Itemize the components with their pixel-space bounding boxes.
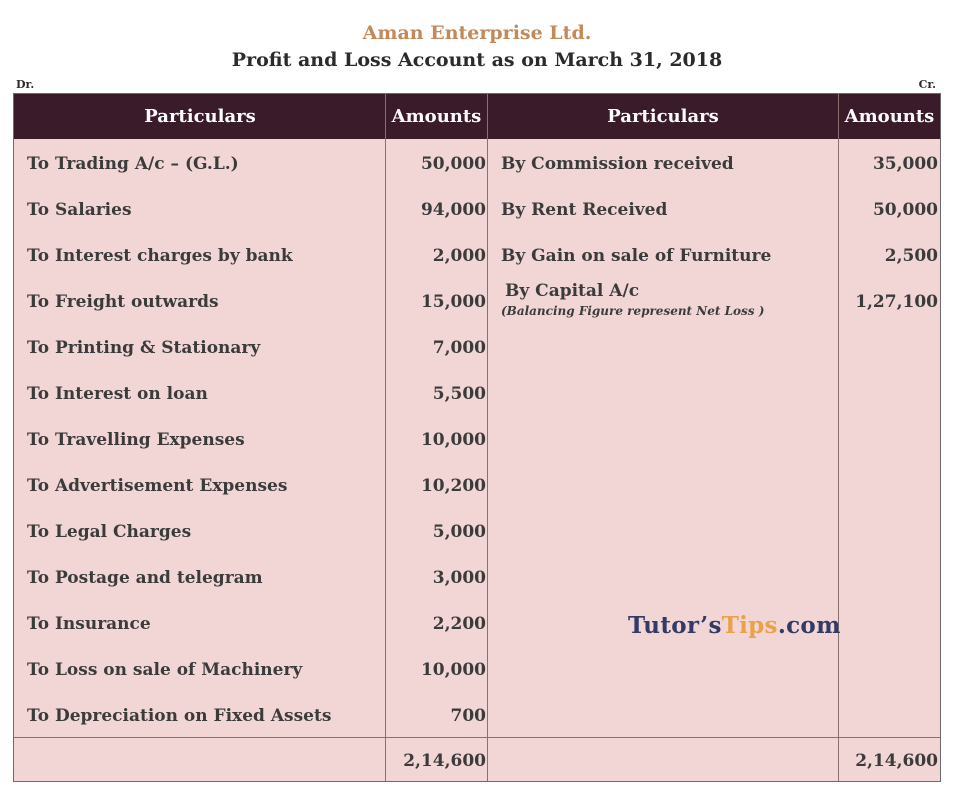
debit-particulars-header: Particulars bbox=[144, 106, 256, 127]
statement-title: Profit and Loss Account as on March 31, 2018 bbox=[231, 49, 723, 71]
debit-particular: To Depreciation on Fixed Assets bbox=[27, 706, 332, 726]
debit-amount: 10,000 bbox=[420, 660, 486, 680]
debit-amount: 5,000 bbox=[432, 522, 486, 542]
company-name: Aman Enterprise Ltd. bbox=[362, 22, 592, 44]
credit-particular: By Gain on sale of Furniture bbox=[501, 246, 772, 266]
debit-amount: 10,000 bbox=[420, 430, 486, 450]
credit-amount: 35,000 bbox=[872, 154, 938, 174]
credit-particular: By Commission received bbox=[501, 154, 734, 174]
debit-amount: 15,000 bbox=[420, 292, 486, 312]
credit-label: Cr. bbox=[918, 78, 936, 91]
debit-particular: To Printing & Stationary bbox=[27, 338, 261, 358]
debit-amount: 50,000 bbox=[420, 154, 486, 174]
debit-amount: 700 bbox=[450, 706, 486, 726]
debit-amount: 7,000 bbox=[432, 338, 486, 358]
debit-particular: To Legal Charges bbox=[27, 522, 192, 542]
credit-particular: By Rent Received bbox=[501, 200, 668, 220]
tutorstips-watermark: Tutor’sTips.com bbox=[628, 612, 841, 639]
net-loss-note: (Balancing Figure represent Net Loss ) bbox=[501, 304, 765, 318]
credit-amounts-header: Amounts bbox=[844, 106, 935, 127]
debit-amounts-header: Amounts bbox=[391, 106, 482, 127]
column-divider bbox=[487, 94, 488, 781]
debit-amount: 3,000 bbox=[432, 568, 486, 588]
debit-amount: 94,000 bbox=[420, 200, 486, 220]
debit-particular: To Travelling Expenses bbox=[27, 430, 245, 450]
debit-amount: 5,500 bbox=[432, 384, 486, 404]
debit-total: 2,14,600 bbox=[403, 751, 486, 771]
debit-particular: To Advertisement Expenses bbox=[27, 476, 288, 496]
credit-amount: 1,27,100 bbox=[855, 292, 938, 312]
debit-particular: To Postage and telegram bbox=[27, 568, 263, 588]
debit-particular: To Insurance bbox=[27, 614, 151, 634]
debit-amount: 10,200 bbox=[420, 476, 486, 496]
debit-amount: 2,200 bbox=[432, 614, 486, 634]
credit-particulars-header: Particulars bbox=[607, 106, 719, 127]
debit-particular: To Interest on loan bbox=[27, 384, 208, 404]
credit-particular: By Capital A/c bbox=[505, 281, 640, 301]
debit-label: Dr. bbox=[16, 78, 35, 91]
debit-particular: To Freight outwards bbox=[27, 292, 219, 312]
debit-particular: To Salaries bbox=[27, 200, 132, 220]
credit-amount: 2,500 bbox=[884, 246, 938, 266]
debit-amount: 2,000 bbox=[432, 246, 486, 266]
profit-loss-ledger bbox=[13, 93, 941, 782]
credit-total: 2,14,600 bbox=[855, 751, 938, 771]
debit-particular: To Trading A/c – (G.L.) bbox=[27, 154, 239, 174]
ledger-header-row bbox=[14, 94, 940, 139]
debit-particular: To Loss on sale of Machinery bbox=[27, 660, 303, 680]
debit-particular: To Interest charges by bank bbox=[27, 246, 293, 266]
credit-amount: 50,000 bbox=[872, 200, 938, 220]
